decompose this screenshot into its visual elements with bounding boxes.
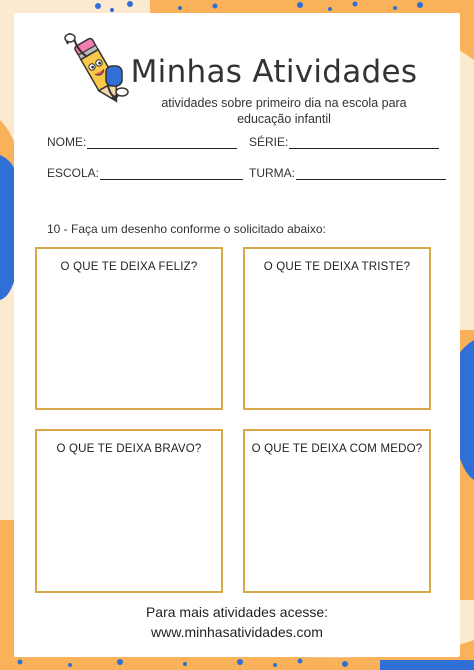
instruction-text: 10 - Faça um desenho conforme o solicitado abaixo: [47, 222, 326, 236]
box-label-angry: O QUE TE DEIXA BRAVO? [56, 443, 202, 455]
nome-field[interactable] [47, 135, 237, 149]
footer-text: Para mais atividades acesse: [145, 604, 329, 620]
turma-label: TURMA: [249, 166, 295, 180]
nome-label: NOME: [47, 135, 87, 149]
page-title: Minhas Atividades [130, 54, 418, 90]
drawing-box-angry[interactable] [35, 429, 223, 593]
serie-label: SÉRIE: [249, 135, 289, 149]
escola-line[interactable] [100, 167, 243, 180]
box-label-afraid: O QUE TE DEIXA COM MEDO? [251, 443, 423, 455]
serie-line[interactable] [289, 136, 439, 149]
escola-field[interactable] [47, 166, 243, 180]
page-subtitle: atividades sobre primeiro dia na escola para educação infantil [161, 96, 407, 126]
escola-label: ESCOLA: [47, 166, 100, 180]
nome-line[interactable] [87, 136, 237, 149]
footer-website-link[interactable]: www.minhasatividades.com [151, 624, 323, 640]
drawing-box-afraid[interactable] [243, 429, 431, 593]
drawing-box-sad[interactable] [243, 247, 431, 410]
turma-line[interactable] [296, 167, 446, 180]
footer [0, 602, 474, 642]
box-label-sad: O QUE TE DEIXA TRISTE? [263, 261, 411, 273]
serie-field[interactable] [249, 135, 439, 149]
bottom-blue-bar [380, 660, 474, 670]
turma-field[interactable] [249, 166, 446, 180]
drawing-box-happy[interactable] [35, 247, 223, 410]
box-label-happy: O QUE TE DEIXA FELIZ? [60, 261, 198, 273]
